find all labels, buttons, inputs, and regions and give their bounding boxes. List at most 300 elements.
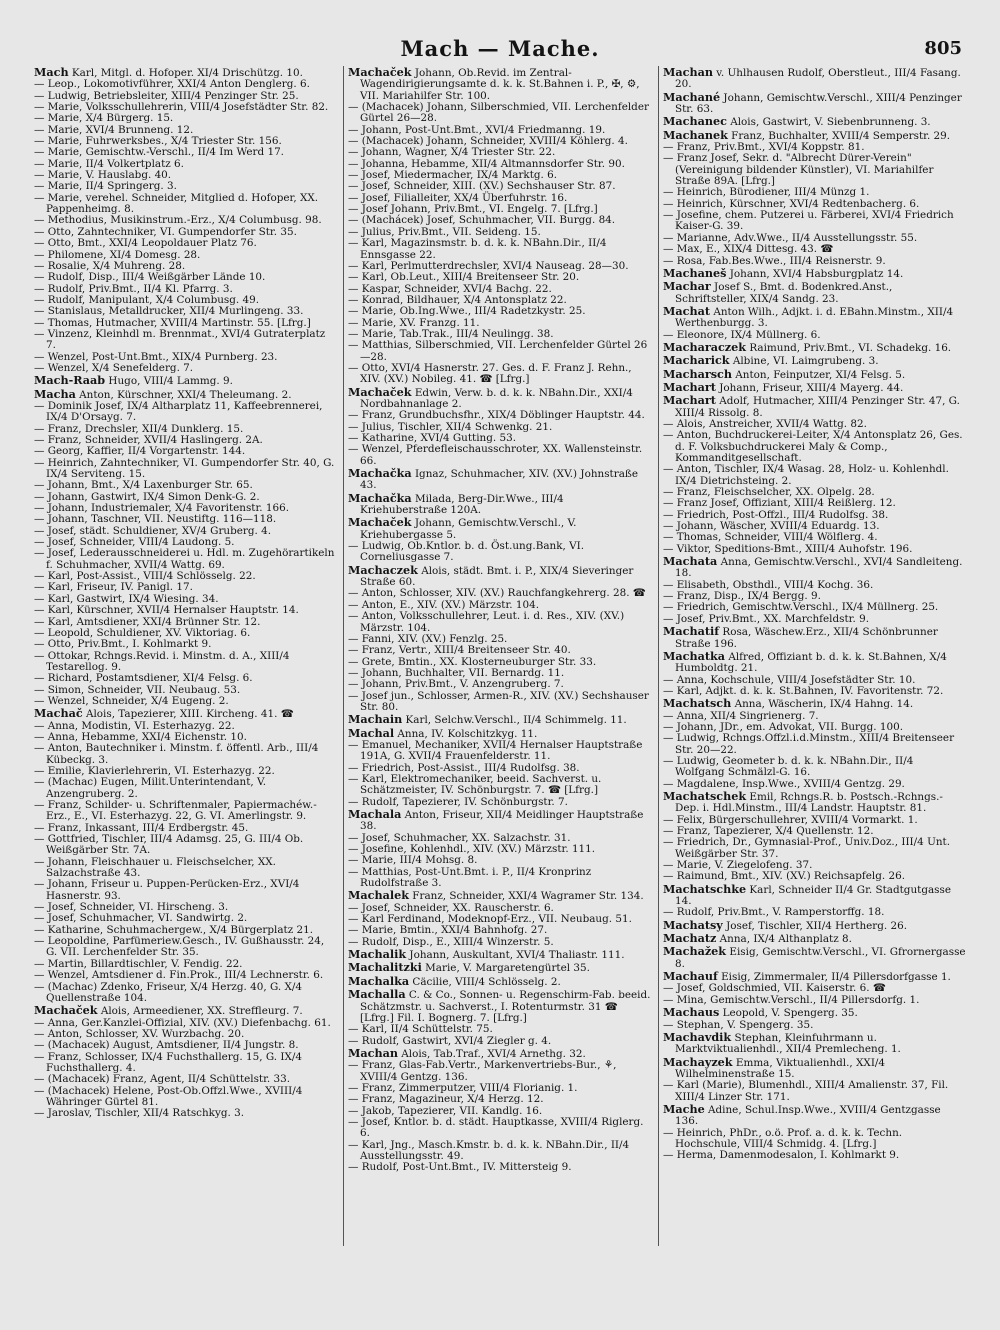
entry-text: — Josef jun., Schlosser, Armen-R., XIV. (XV.) Sechshauser Str. 80. <box>348 689 649 713</box>
entry-text: — Karl, Post-Assist., VIII/4 Schlösselg. 22. <box>34 570 256 583</box>
entry-surname: Machalitzki <box>348 960 422 975</box>
entry-text: — Karl, Perlmutterdrechsler, XVI/4 Nauseag. 28—30. <box>348 259 629 272</box>
directory-entry <box>34 982 337 1005</box>
entry-text: Karl, Schneider II/4 Gr. Stadtgutgasse 14. <box>675 883 951 908</box>
entry-text: — Karl, Amtsdiener, XXI/4 Brünner Str. 12. <box>34 615 261 628</box>
entry-text: — Ludwig, Geometer b. d. k. k. NBahn.Dir., II/4 Wolfgang Schmälzl-G. 16. <box>663 754 914 779</box>
entry-text: Johann, XVI/4 Habsburgplatz 14. <box>729 267 904 280</box>
entry-text: — Wenzel, Amtsdiener d. Fin.Prok., III/4 Lechnerstr. 6. <box>34 969 324 982</box>
directory-entry <box>34 548 337 571</box>
entry-text: — Marie, verehel. Schneider, Mitglied d. Hofoper, XX. Pappenheimg. 8. <box>34 191 319 216</box>
entry-surname: Macha <box>34 386 76 401</box>
entry-surname: Machatschke <box>663 881 747 896</box>
entry-text: Alois, Armeediener, XX. Streffleurg. 7. <box>100 1005 303 1018</box>
directory-entry <box>348 468 651 492</box>
entry-text: Anton Wilh., Adjkt. i. d. EBahn.Minstm., XII/4 Werthenburgg. 3. <box>675 305 954 330</box>
entry-surname: Mach-Raab <box>34 373 106 388</box>
entry-text: — Otto, XVI/4 Hasnerstr. 27. Ges. d. F. Franz J. Rehn., XIV. (XV.) Nobileg. 41. ☎ [Lfrg.] <box>348 361 632 386</box>
directory-entry <box>663 430 966 464</box>
entry-text: — Karl Ferdinand, Modeknopf-Erz., VII. Neubaug. 51. <box>348 913 632 926</box>
entry-text: — (Machacek) Johann, Schneider, XVIII/4 Köhlerg. 4. <box>348 135 628 148</box>
entry-text: — Anna, Ger.Kanzlei-Offizial, XIV. (XV.) Diefenbachg. 61. <box>34 1016 331 1029</box>
entry-text: — Emanuel, Mechaniker, XVII/4 Hernalser Hauptstraße 191A, G. XVII/4 Frauenfelderstr. 11. <box>348 738 643 763</box>
entry-text: — Johann, Wäscher, XVIII/4 Eduardg. 13. <box>663 520 880 533</box>
entry-text: Albine, VI. Laimgrubeng. 3. <box>732 355 879 368</box>
entry-text: Alfred, Offiziant b. d. k. k. St.Bahnen, X/4 Humboldtg. 21. <box>675 650 947 675</box>
entry-text: — Karl, Gastwirt, IX/4 Wiesing. 34. <box>34 592 219 605</box>
entry-surname: Machaneš <box>663 265 727 280</box>
entry-text: — Katharine, Schuhmachergew., X/4 Bürgerplatz 21. <box>34 923 314 936</box>
entry-text: — Marie, II/4 Volkertplatz 6. <box>34 157 184 170</box>
entry-text: — Jakob, Tapezierer, VII. Kandlg. 16. <box>348 1104 543 1117</box>
entry-surname: Machart <box>663 379 716 394</box>
entry-surname: Machaček <box>34 1003 98 1018</box>
entry-text: — Stanislaus, Metalldrucker, XII/4 Murlingeng. 33. <box>34 305 304 318</box>
entry-text: Johann, Friseur, XIII/4 Mayerg. 44. <box>719 381 904 394</box>
entry-surname: Machala <box>348 807 402 821</box>
entry-text: Stephan, Kleinfuhrmann u. Marktviktualienhdl., XII/4 Premlecheng. 1. <box>675 1031 901 1056</box>
entry-text: — Josef, Schneider, XX. Rauscherstr. 6. <box>348 901 554 914</box>
entry-text: — Ludwig, Ob.Kntlor. b. d. Öst.ung.Bank, VI. Corneliusgasse 7. <box>348 540 585 564</box>
entry-text: Cäcilie, VIII/4 Schlösselg. 2. <box>412 975 561 988</box>
entry-text: — Franz, Inkassant, III/4 Erdbergstr. 45. <box>34 821 249 834</box>
directory-entry <box>663 1054 966 1081</box>
entry-text: Franz, Schneider, XXI/4 Wagramer Str. 134. <box>412 890 644 903</box>
directory-entry <box>663 1128 966 1151</box>
entry-surname: Machaček <box>348 384 412 399</box>
entry-text: Johann, Ob.Revid. im Zentral-Wagendirigierungsamte d. k. k. St.Bahnen i. P., ✠, ⚙, VII. Mariahilfer Str. 100. <box>360 67 640 102</box>
directory-entry <box>34 193 337 216</box>
entry-text: — Anton, Bautechniker i. Minstm. f. öffentl. Arb., III/4 Kübeckg. 3. <box>34 742 319 766</box>
entry-surname: Machané <box>663 89 721 104</box>
directory-entry <box>348 102 651 125</box>
entry-text: — Josef, Filialleiter, XX/4 Überfuhrstr. 16. <box>348 191 568 204</box>
entry-text: — Josef, Schuhmacher, VI. Sandwirtg. 2. <box>34 912 248 925</box>
directory-entry <box>663 210 966 233</box>
entry-text: Adolf, Hutmacher, XIII/4 Penzinger Str. 47, G. XIII/4 Rissolg. 8. <box>675 395 960 419</box>
directory-entry <box>348 611 651 634</box>
directory-entry <box>34 375 337 387</box>
directory-entry <box>348 490 651 517</box>
entry-surname: Machart <box>663 393 716 408</box>
directory-entry <box>34 401 337 424</box>
entry-text: — Karl, II/4 Schüttelstr. 75. <box>348 1023 493 1036</box>
entry-text: — (Machacek) Johann, Silberschmied, VII. Lerchenfelder Gürtel 26—28. <box>348 101 649 125</box>
entry-text: — Ludwig, Rchngs.Offzl.i.d.Minstm., XIII/4 Breitenseer Str. 20—22. <box>663 732 955 756</box>
entry-text: Anton, Friseur, XII/4 Meidlinger Hauptstraße 38. <box>360 809 644 833</box>
entry-text: — Matthias, Silberschmied, VII. Lerchenfelder Gürtel 26—28. <box>348 339 648 363</box>
entry-surname: Machatsy <box>663 917 723 932</box>
entry-text: — Marie, V. Ziegelofeng. 37. <box>663 859 813 872</box>
entry-text: — Rudolf, Disp., E., XIII/4 Winzerstr. 5. <box>348 935 554 948</box>
entry-text: Alois, städt. Bmt. i. P., XIX/4 Sieveringer Straße 60. <box>360 564 634 589</box>
entry-text: — Rosa, Fab.Bes.Wwe., III/4 Reisnerstr. 9. <box>663 254 886 267</box>
entry-text: — Josef, Schneider, VI. Hirscheng. 3. <box>34 901 229 914</box>
entry-text: Johann, Gemischtw.Verschl., XIII/4 Penzinger Str. 63. <box>675 91 962 116</box>
entry-text: — Rudolf, Priv.Bmt., V. Ramperstorffg. 18. <box>663 906 885 919</box>
directory-entry <box>348 562 651 589</box>
entry-text: — Marie, V. Hauslabg. 40. <box>34 169 172 182</box>
entry-text: — Methodius, Musikinstrum.-Erz., X/4 Columbusg. 98. <box>34 214 322 227</box>
entry-text: — Franz, Schneider, XVII/4 Haslingerg. 2A. <box>34 434 263 446</box>
entry-text: — Karl, Magazinsmstr. b. d. k. k. NBahn.Dir., II/4 Ennsgasse 22. <box>348 237 607 261</box>
directory-entry <box>663 1150 966 1161</box>
entry-surname: Machačka <box>348 466 412 481</box>
entry-text: — Johann, Industriemaler, X/4 Favoritenstr. 166. <box>34 502 290 515</box>
entry-text: — Johann, Bmt., X/4 Laxenburger Str. 65. <box>34 479 253 492</box>
entry-text: — Philomene, XI/4 Domesg. 28. <box>34 248 201 261</box>
column-divider <box>658 66 659 1246</box>
entry-text: — (Machacek) Helene, Post-Ob.Offzl.Wwe., XVIII/4 Währinger Gürtel 81. <box>34 1084 303 1108</box>
directory-entry <box>663 67 966 91</box>
entry-text: — Rudolf, Tapezierer, IV. Schönburgstr. 7. <box>348 795 568 808</box>
entry-text: — Rudolf, Priv.Bmt., II/4 Kl. Pfarrg. 3. <box>34 282 233 295</box>
directory-entry <box>663 1080 966 1103</box>
entry-text: Emil, Rchngs.R. b. Postsch.-Rchngs.-Dep. i. Hdl.Minstm., III/4 Landstr. Hauptstr. 81. <box>675 790 943 815</box>
entry-text: — Thomas, Hutmacher, XVIII/4 Martinstr. 55. [Lfrg.] <box>34 316 311 329</box>
entry-text: — Anton, Schlosser, XIV. (XV.) Rauchfangkehrerg. 28. ☎ <box>348 587 646 600</box>
entry-text: — Franz, Schlosser, IX/4 Fuchsthallerg. 15, G. IX/4 Fuchsthallerg. 4. <box>34 1050 303 1074</box>
directory-entry <box>34 1108 337 1119</box>
entry-text: — Rosalie, X/4 Muhreng. 28. <box>34 259 186 272</box>
directory-entry <box>34 857 337 880</box>
entry-text: — Johann, JDr., em. Advokat, VII. Burgg. 100. <box>663 720 904 733</box>
entry-surname: Machar <box>663 279 711 294</box>
entry-text: — Vinzenz, Kleinhdl m. Brennmat., XVI/4 Gutraterplatz 7. <box>34 327 326 352</box>
entry-text: Raimund, Priv.Bmt., VI. Schadekg. 16. <box>749 341 952 354</box>
entry-text: — Stephan, V. Spengerg. 35. <box>663 1018 814 1031</box>
directory-entry <box>348 1162 651 1173</box>
entry-text: Anna, IV. Kolschitzkyg. 11. <box>397 727 538 740</box>
entry-text: — Raimund, Bmt., XIV. (XV.) Reichsapfelg. 26. <box>663 870 906 883</box>
entry-text: — Marie, Fuhrwerksbes., X/4 Triester Str. 156. <box>34 135 282 148</box>
entry-text: — Marie, Volksschullehrerin, VIII/4 Josefstädter Str. 82. <box>34 101 329 114</box>
entry-text: — Marianne, Adv.Wwe., II/4 Ausstellungsstr. 55. <box>663 231 918 244</box>
entry-surname: Machatz <box>663 931 717 946</box>
entry-surname: Machalek <box>348 888 409 903</box>
entry-surname: Machat <box>663 303 710 318</box>
entry-text: — Franz, Magazineur, X/4 Herzg. 12. <box>348 1093 544 1106</box>
entry-text: — Karl (Marie), Blumenhdl., XIII/4 Amalienstr. 37, Fil. XIII/4 Linzer Str. 171. <box>663 1079 949 1103</box>
entry-text: — Friedrich, Post-Offzl., III/4 Rudolfsg. 38. <box>663 508 889 521</box>
entry-text: Leopold, V. Spengerg. 35. <box>722 1007 858 1020</box>
directory-entry <box>348 809 651 833</box>
entry-surname: Macharick <box>663 353 730 368</box>
entry-text: — Leopold, Schuldiener, XV. Viktoriag. 6. <box>34 626 251 639</box>
entry-surname: Machayzek <box>663 1054 733 1069</box>
entry-text: — Julius, Priv.Bmt., VII. Seideng. 15. <box>348 225 541 238</box>
entry-text: — Dominik Josef, IX/4 Altharplatz 11, Kaffeebrennerei, IX/4 D'Orsayg. 7. <box>34 399 323 424</box>
entry-surname: Machan <box>348 1045 398 1060</box>
directory-entry <box>348 691 651 714</box>
directory-entry <box>348 1117 651 1140</box>
directory-entry <box>34 651 337 674</box>
entry-text: — Franz, Zimmerputzer, VIII/4 Florianig. 1. <box>348 1081 578 1094</box>
entry-text: — Elisabeth, Obsthdl., VIII/4 Kochg. 36. <box>663 578 874 591</box>
entry-text: — Heinrich, Zahntechniker, VI. Gumpendorfer Str. 40, G. IX/4 Serviteng. 15. <box>34 456 335 481</box>
entry-text: Karl, Mitgl. d. Hofoper. XI/4 Drischützg. 10. <box>71 67 303 79</box>
entry-text: — Wenzel, X/4 Senefelderg. 7. <box>34 361 194 374</box>
directory-entry <box>34 800 337 823</box>
entry-text: — Franz, Drechsler, XII/4 Dunklerg. 15. <box>34 422 244 435</box>
entry-text: — Leopoldine, Parfümeriew.Gesch., IV. Gußhausstr. 24, G. VII. Lerchenfelder Str. 35. <box>34 935 325 959</box>
entry-text: — Josef, Schuhmacher, XX. Salzachstr. 31. <box>348 831 571 844</box>
entry-text: — Richard, Postamtsdiener, XI/4 Felsg. 6. <box>34 672 253 685</box>
entry-text: Josef, Tischler, XII/4 Hertherg. 26. <box>726 919 908 932</box>
entry-text: — Otto, Zahntechniker, VI. Gumpendorfer Str. 35. <box>34 225 297 238</box>
directory-entry <box>663 303 966 330</box>
entry-surname: Machatif <box>663 624 720 639</box>
entry-text: Anna, IX/4 Althanplatz 8. <box>719 933 852 946</box>
directory-entry <box>348 541 651 564</box>
entry-text: — Wenzel, Post-Unt.Bmt., XIX/4 Purnberg. 23. <box>34 350 278 363</box>
entry-text: Josef S., Bmt. d. Bodenkred.Anst., Schriftsteller, XIX/4 Sandg. 23. <box>675 281 893 305</box>
entry-text: Johann, Auskultant, XVI/4 Thaliastr. 111. <box>409 949 625 962</box>
directory-entry <box>663 733 966 756</box>
entry-text: — Johann, Priv.Bmt., V. Anzengruberg. 7. <box>348 678 564 691</box>
entry-text: — Max, E., XIX/4 Dittesg. 43. ☎ <box>663 243 834 256</box>
entry-text: — Anton, Volksschullehrer, Leut. i. d. Res., XIV. (XV.) Märzstr. 104. <box>348 610 625 634</box>
entry-text: v. Uhlhausen Rudolf, Oberstleut., III/4 Fasang. 20. <box>675 67 961 91</box>
entry-text: — Viktor, Speditions-Bmt., XIII/4 Auhofstr. 196. <box>663 542 913 555</box>
entry-text: — Johann, Gastwirt, IX/4 Simon Denk-G. 2. <box>34 490 260 503</box>
entry-text: — Simon, Schneider, VII. Neubaug. 53. <box>34 683 241 696</box>
entry-text: C. & Co., Sonnen- u. Regenschirm-Fab. beeid. Schätzmstr. u. Sachverst., I. Rotenturmstr. 31 ☎ [Lfrg.] Fil. I. Bognerg. 7. [Lfrg.] <box>360 989 651 1024</box>
entry-surname: Machačka <box>348 490 412 505</box>
directory-entry <box>348 67 651 102</box>
entry-text: — Rudolf, Gastwirt, XVI/4 Ziegler g. 4. <box>348 1034 552 1047</box>
directory-entry <box>34 777 337 800</box>
directory-entry <box>348 1140 651 1163</box>
entry-text: — Johann, Post-Unt.Bmt., XVI/4 Friedmanng. 19. <box>348 123 606 136</box>
entry-text: — Rudolf, Disp., III/4 Weißgärber Lände 10. <box>34 271 266 284</box>
entry-text: — (Machácek) Josef, Schuhmacher, VII. Burgg. 84. <box>348 214 616 227</box>
entry-text: Anton, Feinputzer, XI/4 Felsg. 5. <box>735 368 906 381</box>
entry-surname: Machal <box>348 725 395 740</box>
entry-text: — Anton, Tischler, IX/4 Wasag. 28, Holz- u. Kohlenhdl. IX/4 Dietrichsteing. 2. <box>663 463 949 487</box>
entry-text: — Konrad, Bildhauer, X/4 Antonsplatz 22. <box>348 293 567 306</box>
entry-text: — Felix, Bürgerschullehrer, XVIII/4 Vormarkt. 1. <box>663 813 918 826</box>
directory-entry <box>663 756 966 779</box>
directory-entry <box>663 395 966 419</box>
entry-text: — Anna, XII/4 Singrienerg. 7. <box>663 709 819 722</box>
entry-text: — Franz Josef, Offiziant, XIII/4 Reißlerg. 12. <box>663 497 896 510</box>
entry-surname: Machatsch <box>663 696 732 711</box>
entry-text: — Anna, Modistin, VI. Esterhazyg. 22. <box>34 719 235 732</box>
entry-text: — Wenzel, Pferdefleischausschroter, XX. Wallensteinstr. 66. <box>348 443 643 467</box>
entry-text: — Jaroslav, Tischler, XII/4 Ratschkyg. 3. <box>34 1107 245 1120</box>
entry-text: — Marie, Tab.Trak., III/4 Neulingg. 38. <box>348 327 554 340</box>
directory-entry <box>348 384 651 411</box>
directory-entry <box>348 517 651 541</box>
entry-text: — Franz, Schilder- u. Schriftenmaler, Papiermachéw.-Erz., E., VI. Esterhazyg. 22, G. VI. Amerlingstr. 9. <box>34 799 317 823</box>
entry-text: — Johann, Fleischhauer u. Fleischselcher, XX. Salzachstraße 43. <box>34 855 276 880</box>
entry-surname: Machaus <box>663 1005 720 1020</box>
directory-entry <box>348 444 651 467</box>
entry-text: — Marie, III/4 Mohsg. 8. <box>348 854 478 867</box>
entry-text: — Friedrich, Dr., Gymnasial-Prof., Univ.Doz., III/4 Unt. Weißgärber Str. 37. <box>663 836 950 860</box>
entry-text: Emma, Viktualienhdl., XXI/4 Wilhelminenstraße 15. <box>675 1056 886 1080</box>
entry-surname: Machan <box>663 65 713 79</box>
entry-text: — Franz, Fleischselcher, XX. Olpelg. 28. <box>663 486 875 499</box>
directory-entry <box>34 329 337 352</box>
entry-text: Marie, V. Margaretengürtel 35. <box>425 962 590 975</box>
directory-entry <box>663 464 966 487</box>
entry-text: — Karl, Friseur, IV. Panigl. 17. <box>34 581 193 594</box>
entry-text: — Johann, Taschner, VII. Neustiftg. 116—118. <box>34 513 277 526</box>
entry-text: Franz, Buchhalter, XVIII/4 Semperstr. 29. <box>731 129 951 142</box>
entry-text: — (Machacek) August, Amtsdiener, II/4 Jungstr. 8. <box>34 1039 299 1052</box>
directory-entry <box>663 626 966 650</box>
entry-text: — Leop., Lokomotivführer, XXI/4 Anton Denglerg. 6. <box>34 78 310 91</box>
entry-text: — Marie, II/4 Springerg. 3. <box>34 180 177 193</box>
entry-surname: Mache <box>663 1101 705 1116</box>
entry-text: — Franz, Vertr., XIII/4 Breitenseer Str. 40. <box>348 644 571 657</box>
entry-text: — Josefine, Kohlenhdl., XIV. (XV.) Märzstr. 111. <box>348 843 596 856</box>
entry-text: — Johann, Friseur u. Puppen-Perücken-Erz., XVI/4 Hasnerstr. 93. <box>34 878 300 902</box>
entry-text: — Josef, Schneider, VIII/4 Laudong. 5. <box>34 536 235 549</box>
directory-entry <box>663 788 966 815</box>
entry-text: — Rudolf, Manipulant, X/4 Columbusg. 49. <box>34 293 260 306</box>
entry-text: Anna, Gemischtw.Verschl., XVI/4 Sandleiteng. 18. <box>675 556 963 580</box>
directory-entry <box>34 879 337 902</box>
directory-entry <box>34 1086 337 1109</box>
entry-surname: Machažek <box>663 944 727 959</box>
entry-text: — Franz, Glas-Fab.Vertr., Markenvertriebs-Bur., ⚘, XVIII/4 Gentzg. 136. <box>348 1059 617 1083</box>
entry-text: — Karl, Elektromechaniker, beeid. Sachverst. u. Schätzmeister, IV. Schönburgstr. 7. ☎ [Lfrg.] <box>348 772 602 797</box>
entry-surname: Machatschek <box>663 788 747 803</box>
directory-entry <box>348 740 651 763</box>
directory-entry <box>663 556 966 580</box>
entry-text: — Anna, Hebamme, XXI/4 Eichenstr. 10. <box>34 730 247 743</box>
directory-entry <box>34 743 337 766</box>
entry-text: — Marie, Bmtin., XXI/4 Bahnhofg. 27. <box>348 924 548 937</box>
entry-surname: Machauf <box>663 969 718 984</box>
entry-text: — Josef, Miedermacher, IX/4 Marktg. 6. <box>348 169 558 182</box>
entry-text: — Anton, Schlosser, XV. Wurzbachg. 20. <box>34 1027 245 1040</box>
entry-text: — Rudolf, Post-Unt.Bmt., IV. Mittersteig 9. <box>348 1161 572 1174</box>
directory-entry <box>348 238 651 261</box>
entry-text: — Heinrich, Bürodiener, III/4 Münzg 1. <box>663 186 870 199</box>
entry-text: — Josef, Priv.Bmt., XX. Marchfeldstr. 9. <box>663 612 870 625</box>
entry-text: — Thomas, Schneider, VIII/4 Wölflerg. 4. <box>663 531 878 544</box>
entry-text: — Ottokar, Rchngs.Revid. i. Minstm. d. A., XIII/4 Testarellog. 9. <box>34 649 290 673</box>
entry-text: — Martin, Billardtischler, V. Fendig. 22. <box>34 957 243 970</box>
entry-text: — Friedrich, Post-Assist., III/4 Rudolfsg. 38. <box>348 761 580 774</box>
directory-entry <box>34 458 337 481</box>
entry-text: Johann, Gemischtw.Verschl., V. Kriehubergasse 5. <box>360 517 577 541</box>
entry-text: — Ludwig, Betriebsleiter, XIII/4 Penzinger Str. 25. <box>34 89 299 102</box>
entry-text: — Otto, Priv.Bmt., I. Kohlmarkt 9. <box>34 638 212 651</box>
entry-text: — Marie, XVI/4 Brunneng. 12. <box>34 123 194 136</box>
entry-text: Karl, Selchw.Verschl., II/4 Schimmelg. 11. <box>405 714 627 727</box>
entry-surname: Machalik <box>348 947 407 962</box>
entry-text: — Heinrich, Kürschner, XVI/4 Redtenbacherg. 6. <box>663 197 920 210</box>
entry-text: — Marie, Ob.Ing.Wwe., III/4 Radetzkystr. 25. <box>348 305 586 318</box>
entry-text: — Josef, Goldschmied, VII. Kaiserstr. 6. ☎ <box>663 982 886 995</box>
entry-surname: Machavdik <box>663 1029 732 1044</box>
entry-text: — Eleonore, IX/4 Müllnerg. 6. <box>663 328 821 341</box>
directory-entry <box>663 946 966 970</box>
entry-text: — Herma, Damenmodesalon, I. Kohlmarkt 9. <box>663 1149 900 1162</box>
directory-entry <box>663 153 966 187</box>
directory-entry <box>348 989 651 1024</box>
entry-text: — Kaspar, Schneider, XVI/4 Bachg. 22. <box>348 282 552 295</box>
entry-text: — Marie, X/4 Bürgerg. 15. <box>34 112 174 125</box>
entry-text: — Fanni, XIV. (XV.) Fenzlg. 25. <box>348 632 508 645</box>
entry-text: — Karl, Jng., Masch.Kmstr. b. d. k. k. NBahn.Dir., II/4 Ausstellungsstr. 49. <box>348 1138 630 1162</box>
entry-text: Adine, Schul.Insp.Wwe., XVIII/4 Gentzgasse 136. <box>675 1103 941 1128</box>
entry-surname: Macharsch <box>663 366 732 381</box>
entry-text: — Franz, Grundbuchsfhr., XIX/4 Döblinger Hauptstr. 44. <box>348 409 645 422</box>
directory-entry <box>663 1101 966 1128</box>
entry-text: — Anton, E., XIV. (XV.) Märzstr. 104. <box>348 598 540 611</box>
directory-entry <box>663 281 966 305</box>
entry-text: — Josefine, chem. Putzerei u. Färberei, XVI/4 Friedrich Kaiser-G. 39. <box>663 209 954 233</box>
directory-entry <box>663 1029 966 1056</box>
directory-entry <box>348 340 651 363</box>
directory-entry <box>663 89 966 116</box>
directory-entry <box>348 774 651 797</box>
page-number: 805 <box>924 38 962 59</box>
entry-text: — Franz, Priv.Bmt., XVI/4 Koppstr. 81. <box>663 141 865 154</box>
entry-surname: Machain <box>348 712 403 727</box>
entry-text: Eisig, Zimmermaler, II/4 Pillersdorfgasse 1. <box>721 971 951 984</box>
entry-text: — Franz, Disp., IX/4 Bergg. 9. <box>663 590 821 603</box>
entry-text: Anton, Kürschner, XXI/4 Theleumang. 2. <box>79 388 292 401</box>
entry-text: — Grete, Bmtin., XX. Klosterneuburger Str. 33. <box>348 655 597 668</box>
entry-text: — Wenzel, Schneider, X/4 Eugeng. 2. <box>34 694 229 707</box>
entry-text: — Otto, Bmt., XXI/4 Leopoldauer Platz 76. <box>34 237 257 250</box>
entry-text: — Marie, Gemischtw.-Verschl., II/4 Im Werd 17. <box>34 146 284 159</box>
directory-column-1 <box>34 66 337 1120</box>
entry-text: — Magdalene, Insp.Wwe., XVIII/4 Gentzg. 29. <box>663 777 905 790</box>
entry-text: — Matthias, Post-Unt.Bmt. i. P., II/4 Kronprinz Rudolfstraße 3. <box>348 865 592 890</box>
entry-surname: Machata <box>663 554 718 569</box>
directory-entry <box>663 881 966 908</box>
entry-text: — Mina, Gemischtw.Verschl., II/4 Pillersdorfg. 1. <box>663 993 920 1006</box>
directory-entry <box>348 867 651 890</box>
entry-text: — Anton, Buchdruckerei-Leiter, X/4 Antonsplatz 26, Ges. d. F. Volksbuchdruckerei Maly & Comp., Kommanditgesellschaft. <box>663 429 963 464</box>
entry-text: — Alois, Anstreicher, XVII/4 Wattg. 82. <box>663 417 867 430</box>
entry-text: — Josef, Kntlor. b. d. städt. Hauptkasse, XVIII/4 Riglerg. 6. <box>348 1115 644 1140</box>
entry-text: — Franz Josef, Sekr. d. "Albrecht Dürer-Verein" (Vereinigung bildender Künstler), VI. Mariahilfer Straße 89A. [Lfrg.] <box>663 152 934 188</box>
directory-entry <box>34 1052 337 1075</box>
entry-text: — Karl, Adjkt. d. k. k. St.Bahnen, IV. Favoritenstr. 72. <box>663 684 944 697</box>
entry-text: — Friedrich, Gemischtw.Verschl., IX/4 Müllnerg. 25. <box>663 601 939 614</box>
entry-text: — (Machac) Eugen, Milit.Unterintendant, V. Anzengruberg. 2. <box>34 776 267 800</box>
entry-text: Edwin, Verw. b. d. k. k. NBahn.Dir., XXI/4 Nordbahnanlage 2. <box>360 386 633 410</box>
entry-text: — Karl, Kürschner, XVII/4 Hernalser Hauptstr. 14. <box>34 604 299 617</box>
entry-text: — Josef, Lederausschneiderei u. Hdl. m. Zugehörartikeln f. Schuhmacher, XVII/4 Wattg. 69. <box>34 547 335 571</box>
entry-text: — Marie, XV. Franzg. 11. <box>348 316 480 329</box>
entry-surname: Machač <box>34 706 83 721</box>
entry-text: Ignaz, Schuhmacher, XIV. (XV.) Johnstraße 43. <box>360 468 638 492</box>
entry-surname: Machalla <box>348 987 406 1002</box>
entry-surname: Mach <box>34 65 69 79</box>
entry-surname: Machanec <box>663 114 727 129</box>
column-divider <box>343 66 344 1246</box>
entry-text: — Heinrich, PhDr., o.ö. Prof. a. d. k. k. Techn. Hochschule, VIII/4 Schmidg. 4. [Lfrg.] <box>663 1126 903 1150</box>
entry-text: Anna, Wäscherin, IX/4 Hahng. 14. <box>734 698 914 711</box>
directory-column-3 <box>663 66 966 1162</box>
entry-text: Eisig, Gemischtw.Verschl., VI. Gfrornergasse 8. <box>675 946 966 970</box>
entry-surname: Machaček <box>348 65 412 79</box>
entry-text: Alois, Tapezierer, XIII. Kircheng. 41. ☎ <box>85 708 294 721</box>
page-header <box>0 34 1000 64</box>
directory-entry <box>663 837 966 860</box>
entry-text: Hugo, VIII/4 Lammg. 9. <box>108 375 233 388</box>
